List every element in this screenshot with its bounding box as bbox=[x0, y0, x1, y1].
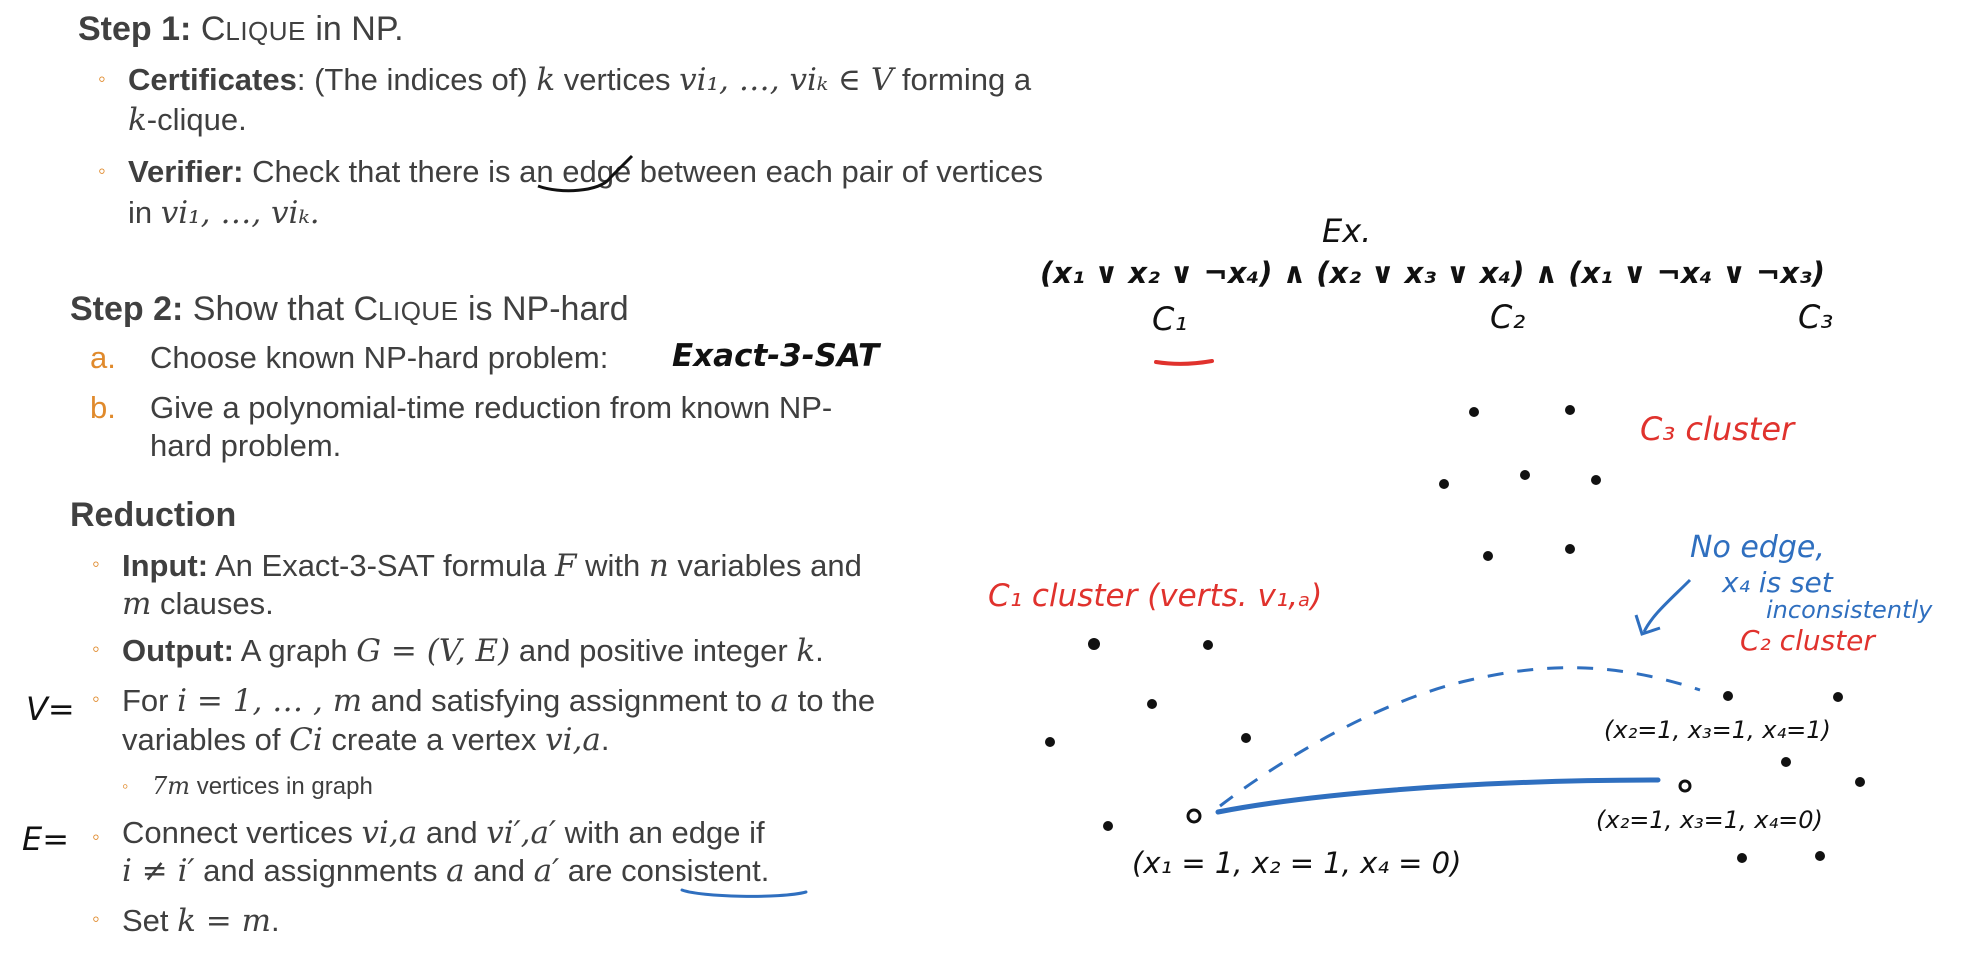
certificates-line2 bbox=[128, 102, 247, 138]
for-line1 bbox=[122, 683, 875, 719]
vertex-dot bbox=[1045, 737, 1055, 747]
clique-lique: LIQUE bbox=[378, 296, 459, 326]
note-arrowhead bbox=[1636, 615, 1660, 634]
vertex-dot bbox=[1147, 699, 1157, 709]
for-line2-a: variables of bbox=[122, 722, 290, 757]
vertex-dot bbox=[1833, 692, 1843, 702]
vertex-dot-highlighted bbox=[1188, 810, 1200, 822]
step2-text-b: is NP-hard bbox=[458, 290, 629, 328]
math-a: a bbox=[770, 683, 789, 719]
set-k-line bbox=[122, 903, 280, 939]
for-text-c: to the bbox=[789, 683, 876, 718]
consistent-underline bbox=[682, 890, 806, 896]
connect-text-b: and bbox=[417, 815, 487, 850]
math-k-eq-m: k = m bbox=[177, 903, 272, 939]
verifier-line2 bbox=[128, 195, 320, 231]
verifier-line1 bbox=[128, 154, 1043, 190]
clause-label-c3: C₃ bbox=[1798, 298, 1834, 336]
assignment-c2-b: (x₂=1, x₃=1, x₄=0) bbox=[1596, 806, 1823, 834]
vertex-dot bbox=[1815, 851, 1825, 861]
step1-title-rest: in NP. bbox=[305, 10, 404, 48]
math-7m: 7m bbox=[152, 772, 191, 800]
connect-line1 bbox=[122, 815, 765, 851]
connect-line2 bbox=[122, 853, 769, 889]
verifier-text: Check that there is an edge between each pair of vertices bbox=[243, 154, 1044, 189]
list-marker-b: b. bbox=[90, 390, 116, 425]
c2-cluster-label: C₂ cluster bbox=[1740, 624, 1875, 657]
example-label: Ex. bbox=[1322, 212, 1372, 250]
step2-text-a: Show that C bbox=[183, 290, 379, 328]
math-k: k bbox=[796, 633, 816, 669]
for-line2 bbox=[122, 722, 609, 758]
math-vertex-list: vi₁, …, viₖ. bbox=[160, 195, 320, 231]
connect-line2-b: and bbox=[464, 853, 534, 888]
bullet-icon: ◦ bbox=[92, 824, 100, 849]
step2-heading bbox=[70, 290, 629, 329]
output-text-b: and positive integer bbox=[510, 633, 797, 668]
math-graph: G = (V, E) bbox=[356, 633, 511, 669]
input-term: Input: bbox=[122, 548, 209, 583]
connect-line2-c: are consistent. bbox=[559, 853, 770, 888]
vertex-dot bbox=[1591, 475, 1601, 485]
list-marker-a: a. bbox=[90, 340, 116, 375]
input-text-b: with bbox=[576, 548, 649, 583]
no-edge-note-line1: No edge, bbox=[1690, 530, 1825, 565]
certificates-line2-text: -clique. bbox=[146, 102, 247, 137]
for-text-a: For bbox=[122, 683, 178, 718]
clause-label-c2: C₂ bbox=[1490, 298, 1526, 336]
math-m: m bbox=[122, 586, 152, 622]
margin-note-e: E= bbox=[22, 820, 70, 858]
math-F: F bbox=[554, 548, 577, 584]
math-n: n bbox=[648, 548, 669, 584]
math-range: i = 1, … , m bbox=[177, 683, 363, 719]
connect-text-a: Connect vertices bbox=[122, 815, 362, 850]
step2-item-b-line1: Give a polynomial-time reduction from known NP- bbox=[150, 390, 833, 425]
math-k: k bbox=[536, 62, 556, 98]
handwritten-exact-3-sat: Exact-3-SAT bbox=[672, 338, 880, 374]
vertex-dot bbox=[1565, 544, 1575, 554]
step2-item-a: Choose known NP-hard problem: bbox=[150, 340, 609, 375]
certificates-line1 bbox=[128, 62, 1031, 98]
input-line2 bbox=[122, 586, 274, 622]
math-k: k bbox=[128, 102, 147, 138]
example-formula: (x₁ ∨ x₂ ∨ ¬x₄) ∧ (x₂ ∨ x₃ ∨ x₄) ∧ (x₁ ∨ ¬x₄ ∨ ¬x₃) bbox=[1040, 256, 1826, 290]
output-text-c: . bbox=[815, 633, 824, 668]
connect-text-c: with an edge if bbox=[556, 815, 765, 850]
output-text-a: A graph bbox=[233, 633, 357, 668]
vertex-dot bbox=[1565, 405, 1575, 415]
c3-cluster-label: C₃ cluster bbox=[1640, 410, 1795, 448]
assignment-c2-a: (x₂=1, x₃=1, x₄=1) bbox=[1604, 716, 1831, 744]
c1-cluster-label: C₁ cluster (verts. v₁,ₐ) bbox=[988, 578, 1323, 614]
step1-heading bbox=[78, 10, 404, 49]
clause-label-c1: C₁ bbox=[1152, 300, 1188, 338]
bullet-icon: ◦ bbox=[98, 158, 106, 183]
note-arrow bbox=[1644, 580, 1690, 632]
for-line2-c: . bbox=[600, 722, 610, 757]
certificates-text-a: : (The indices of) bbox=[296, 62, 537, 97]
for-line2-b: create a vertex bbox=[322, 722, 546, 757]
certificates-term: Certificates bbox=[128, 62, 297, 97]
no-edge-note-line2: x₄ is set bbox=[1722, 566, 1833, 599]
bullet-icon: ◦ bbox=[92, 551, 100, 576]
vertex-dot bbox=[1781, 757, 1791, 767]
vertex-dot bbox=[1520, 470, 1530, 480]
step2-item-b-line2: hard problem. bbox=[150, 428, 342, 463]
vertex-dot bbox=[1723, 691, 1733, 701]
math-neq: i ≠ i′ bbox=[122, 853, 195, 889]
math-via: vi,a bbox=[545, 722, 601, 758]
vertex-dot bbox=[1737, 853, 1747, 863]
edge-solid bbox=[1218, 780, 1658, 812]
vertex-dot bbox=[1103, 821, 1113, 831]
math-vipap: vi′,a′ bbox=[486, 815, 557, 851]
math-a: a bbox=[446, 853, 465, 889]
connect-line2-a: and assignments bbox=[194, 853, 447, 888]
vertex-dot bbox=[1088, 638, 1100, 650]
sub-bullet-vertex-count bbox=[152, 772, 373, 801]
step2-label: Step 2: bbox=[70, 290, 184, 328]
vertex-dot bbox=[1439, 479, 1449, 489]
certificates-text-c: forming a bbox=[893, 62, 1032, 97]
bullet-icon: ◦ bbox=[122, 776, 129, 796]
bullet-icon: ◦ bbox=[98, 66, 106, 91]
math-ci: Ci bbox=[289, 722, 323, 758]
output-term: Output: bbox=[122, 633, 234, 668]
vertex-dot bbox=[1483, 551, 1493, 561]
step1-label: Step 1: bbox=[78, 10, 192, 48]
c1-underline bbox=[1156, 361, 1212, 364]
vertex-dot bbox=[1855, 777, 1865, 787]
verifier-term: Verifier: bbox=[128, 154, 244, 189]
reduction-title: Reduction bbox=[70, 496, 237, 534]
sub-bullet-text: vertices in graph bbox=[190, 773, 373, 800]
vertex-dot-highlighted bbox=[1680, 781, 1690, 791]
verifier-line2-in: in bbox=[128, 195, 161, 230]
bullet-icon: ◦ bbox=[92, 686, 100, 711]
input-line1 bbox=[122, 548, 862, 584]
for-text-b: and satisfying assignment to bbox=[362, 683, 771, 718]
vertex-dot bbox=[1203, 640, 1213, 650]
setk-text-b: . bbox=[271, 903, 280, 938]
bullet-icon: ◦ bbox=[92, 906, 100, 931]
assignment-c1: (x₁ = 1, x₂ = 1, x₄ = 0) bbox=[1132, 846, 1462, 880]
input-text-c: variables and bbox=[668, 548, 862, 583]
math-aprime: a′ bbox=[533, 853, 560, 889]
clique-lique: LIQUE bbox=[225, 16, 306, 46]
certificates-text-b: vertices bbox=[555, 62, 680, 97]
vertex-dot bbox=[1241, 733, 1251, 743]
output-line bbox=[122, 633, 824, 669]
vertex-dot bbox=[1469, 407, 1479, 417]
no-edge-note-line3: inconsistently bbox=[1766, 596, 1933, 624]
bullet-icon: ◦ bbox=[92, 636, 100, 661]
clique-c: C bbox=[200, 10, 226, 48]
math-via: vi,a bbox=[361, 815, 418, 851]
input-text-a: An Exact-3-SAT formula bbox=[208, 548, 555, 583]
margin-note-v: V= bbox=[26, 690, 75, 728]
math-vertex-list: vi₁, …, viₖ ∈ V bbox=[679, 62, 894, 98]
input-line2-text: clauses. bbox=[151, 586, 274, 621]
setk-text-a: Set bbox=[122, 903, 178, 938]
